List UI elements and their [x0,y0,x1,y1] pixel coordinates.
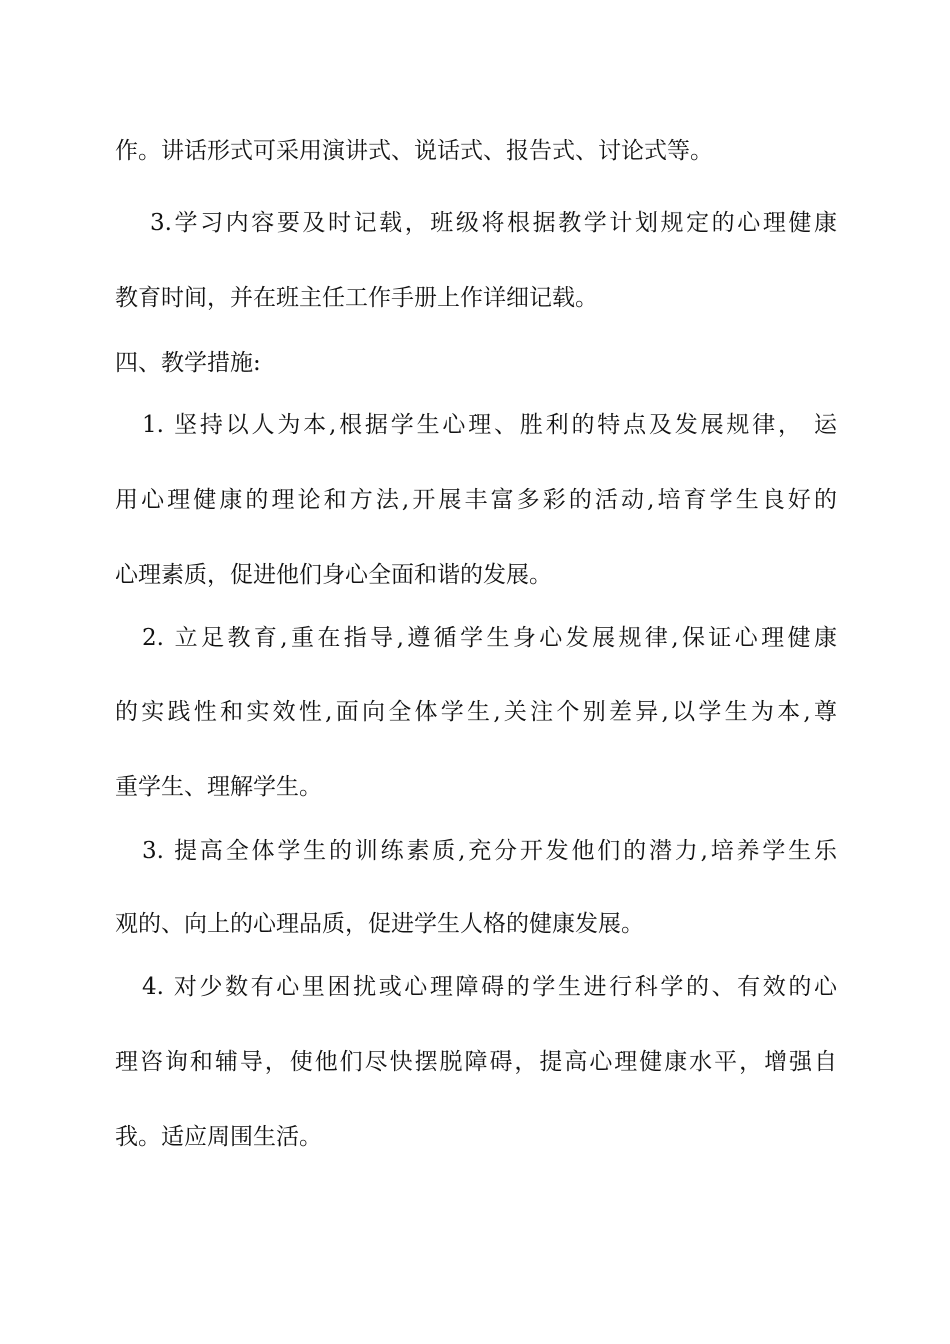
section-heading: 四、教学措施: [115,350,261,376]
text-line: 我。适应周围生活。 [115,1124,322,1150]
text-line: 1. 坚持以人为本,根据学生心理、胜利的特点及发展规律， 运 [142,412,837,438]
text-line: 教育时间，并在班主任工作手册上作详细记载。 [115,285,598,311]
text-line: 重学生、理解学生。 [115,774,322,800]
text-line: 的实践性和实效性,面向全体学生,关注个别差异,以学生为本,尊 [115,699,837,725]
text-line: 3.学习内容要及时记载，班级将根据教学计划规定的心理健康 [150,210,837,236]
text-line: 用心理健康的理论和方法,开展丰富多彩的活动,培育学生良好的 [115,487,837,513]
text-line: 观的、向上的心理品质，促进学生人格的健康发展。 [115,911,644,937]
text-line: 4. 对少数有心里困扰或心理障碍的学生进行科学的、有效的心 [142,974,837,1000]
text-line: 心理素质，促进他们身心全面和谐的发展。 [115,562,552,588]
text-line: 2. 立足教育,重在指导,遵循学生身心发展规律,保证心理健康 [142,625,837,651]
text-line: 理咨询和辅导，使他们尽快摆脱障碍，提高心理健康水平，增强自 [115,1049,837,1075]
text-line: 3. 提高全体学生的训练素质,充分开发他们的潜力,培养学生乐 [142,838,837,864]
text-line: 作。讲话形式可采用演讲式、说话式、报告式、讨论式等。 [115,138,713,164]
